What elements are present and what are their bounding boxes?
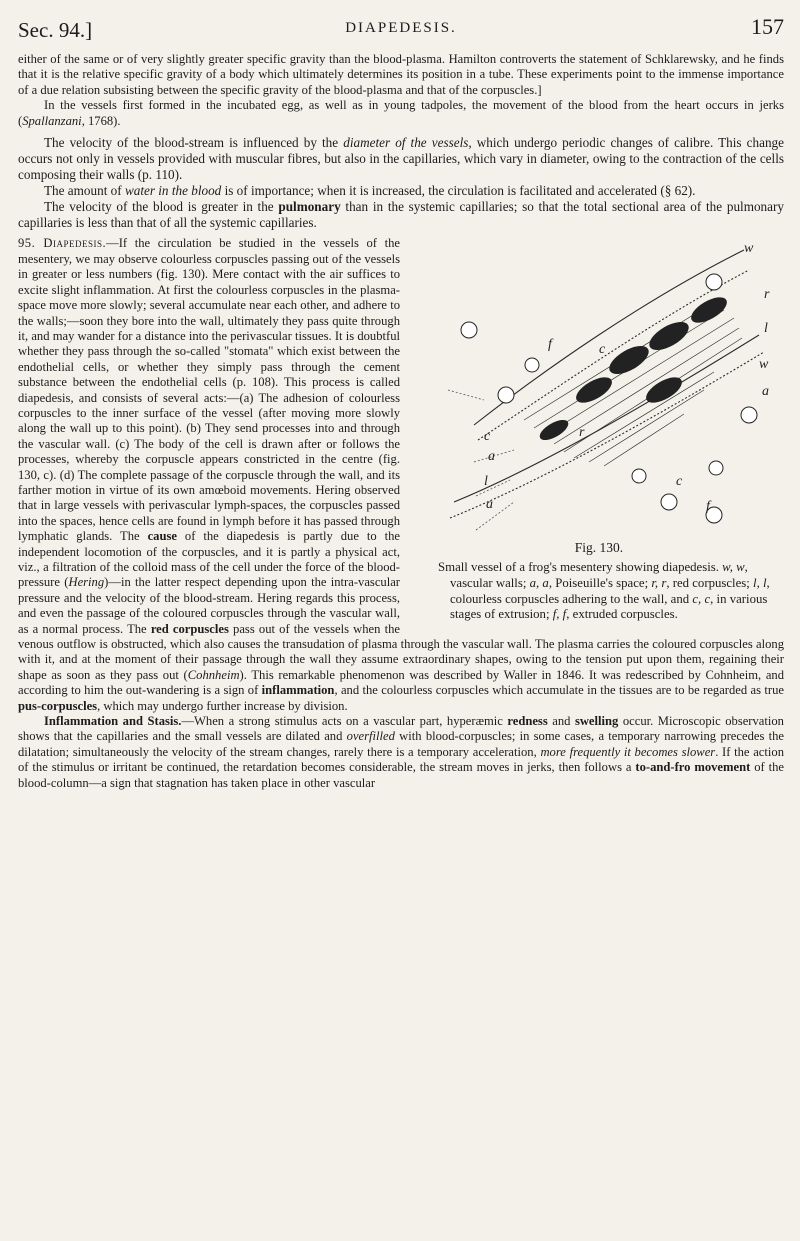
colourless-corpuscle (709, 461, 723, 475)
figure-130 (414, 240, 784, 622)
paragraph-water: The amount of water in the blood is of importance; when it is increased, the circulation is facilitated and accelerated (§ 62). (44, 182, 696, 198)
section-heading: Inflammation and Stasis. (44, 714, 182, 729)
colourless-corpuscle (706, 274, 722, 290)
red-corpuscle (645, 317, 693, 356)
section-reference: Sec. 94.] (18, 18, 93, 42)
paragraph-diapedesis: 95. Diapedesis.—If the circulation be studied in the vessels of the mesentery, we may observe colourless corpuscles passing out of the vessels in greater or less numbers (fig. 130). Mere contact with the air suffices to excite slight inflammation. At first the colourless corpuscles in the plasma-space move more slowly; several accumulate near each other, and adhere to the walls;—soon they bore into the wall, ultimately they pass quite through it, and may wander for a distance into the perivascular tissues. It is doubtful whether they pass through the so-called "stomata" which exist between the endothelial cells, or whether they simply pass through the cement substance between the endothelial cells (p. 108). This process is called diapedesis, and consists of several acts:—(a) The adhesion of colourless corpuscles to the inner surface of the vessel (after moving more slowly along the wall up to this point). (b) They send processes into and through the vascular wall. (c) The body of the cell is drawn after or follows the processes, whereby the corpuscle appears constricted in the centre (fig. 130, c). (d) The complete passage of the corpuscle through the wall, and its farther motion in virtue of its own amœboid movements. Hering observed that in large vessels with perivascular lymph-spaces, the corpuscles passed into the spaces, hence cells are found in lymph before it has passed through lymphatic glands. The cause of the diapedesis is partly due to the independent locomotion of the corpuscles, and it is partly a physical act, viz., a filtration of the colloid mass of the cell under the force of the blood-pressure (Hering)—in the latter respect depending upon the intra-vascular pressure and the velocity of the blood-stream. Hering regards this process, and even the passage of the coloured corpuscles through the vascular wall, as a normal process. The red corpuscles pass out of the vessels when the venous outflow is obstructed, which also causes the transudation of plasma through the vascular wall. The plasma carries the coloured corpuscles along with it, and at the moment of their passage through the wall they assume extraordinary shapes, owing to the tension put upon them, regaining their shape as soon as they pass out (Cohnheim). This remarkable phenomenon was described by Waller in 1846. It was redescribed by Cohnheim, and according to him the out-wandering is a sign of inflammation, and the colourless corpuscles which accumulate in the tissues are to be regarded as true pus-corpuscles, which may undergo further increase by division. (18, 236, 784, 713)
label-w: w (759, 357, 769, 373)
label-l: l (484, 474, 488, 490)
label-r: r (579, 425, 585, 441)
label-f: f (548, 337, 552, 353)
red-corpuscle (572, 373, 616, 409)
paragraph-inflammation: Inflammation and Stasis.—When a strong stimulus acts on a vascular part, hyperæmic redness and swelling occur. Microscopic observation shows that the capillaries and the small vessels are dilated and overfilled with blood-corpuscles; in some cases, a temporary narrowing precedes the dilatation; simultaneously the velocity of the stream changes, rarely there is a temporary acceleration, more frequently it becomes slower. If the action of the stimulus or irritant be continued, the retardation becomes considerable, the stream moves in jerks, then follows a to-and-fro movement of the blood-column—a sign that stagnation has taken place in other vascular (18, 714, 785, 790)
colourless-corpuscle (741, 407, 757, 423)
label-c: c (599, 342, 606, 358)
figure-caption: Small vessel of a frog's mesentery showing diapedesis. w, w, vascular walls; a, a, Poiseuille's space; r, r, red corpuscles; l, l, colourless corpuscles adhering to the wall, and c, c, in various stages of extrusion; f, f, extruded corpuscles. (438, 560, 770, 622)
label-a: a (488, 449, 495, 465)
label-c: c (484, 429, 491, 445)
paragraph-pulmonary: The velocity of the blood is greater in the pulmonary than in the systemic capillaries; so that the total sectional area of the pulmonary capillaries is less than that of all the systemic capillaries. (18, 198, 784, 230)
paragraph-diameter: The velocity of the blood-stream is influenced by the diameter of the vessels, which undergo periodic changes of calibre. This change occurs not only in vessels provided with muscular fibres, but also in the capillaries, which vary in diameter, owing to the contraction of the cells composing their walls (p. 110). (18, 135, 784, 182)
colourless-corpuscle (498, 387, 514, 403)
paragraph-incubated-egg: In the vessels first formed in the incubated egg, as well as in young tadpoles, the movement of the blood from the heart occurs in jerks (Spallanzani, 1768). (18, 98, 784, 128)
vessel-wall-upper (474, 250, 744, 425)
paragraph-specific-gravity: either of the same or of very slightly greater specific gravity than the blood-plasma. Hamilton controverts the statement of Schklarewsky, and he finds that it is the relative specific gravity of a body which ultimately determines its position in a tube. These experiments point to the immense importance of a due relation subsisting between the specific gravity of the blood-plasma and that of the corpuscles.] (18, 52, 784, 97)
page-number: 157 (751, 14, 784, 39)
mesentery-vessel-illustration (414, 240, 784, 540)
label-a: a (486, 497, 493, 513)
section-95 (18, 236, 784, 791)
running-title: DIAPEDESIS. (345, 20, 457, 36)
page-header (18, 14, 784, 50)
label-w: w (744, 241, 754, 257)
red-corpuscle (605, 341, 653, 380)
bracket-note (18, 52, 784, 129)
label-f: f (706, 499, 710, 515)
red-corpuscle (537, 416, 572, 444)
extruded-corpuscle (661, 494, 677, 510)
label-a: a (762, 384, 769, 400)
colourless-corpuscle (525, 358, 539, 372)
red-corpuscle (687, 293, 731, 329)
figure-number: Fig. 130. (574, 540, 624, 556)
label-c: c (676, 474, 683, 490)
label-l: l (764, 321, 768, 337)
label-r: r (764, 287, 770, 303)
section-heading: 95. Diapedesis. (18, 236, 107, 251)
document-page (18, 14, 784, 791)
colourless-corpuscle (632, 469, 646, 483)
vessel-wall-lower (454, 335, 759, 502)
extruded-corpuscle (461, 322, 477, 338)
